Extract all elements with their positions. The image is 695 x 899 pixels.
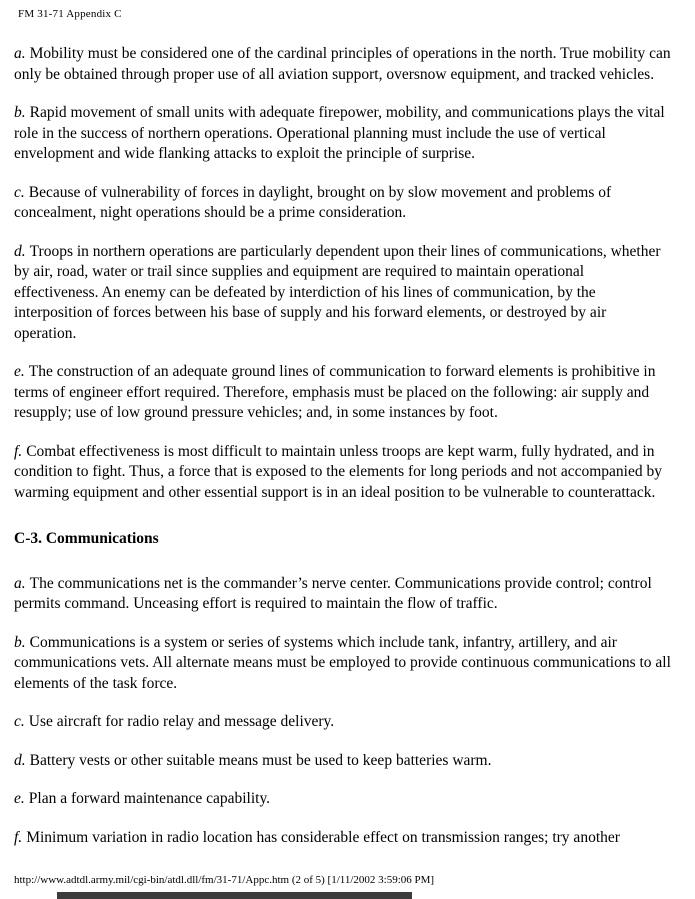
paragraph-text: Mobility must be considered one of the cardinal principles of operations in the north. True mobility can only be obtained through proper use of all aviation support, oversnow equipment, and tracked vehicles.	[14, 45, 671, 83]
paragraph-text: Because of vulnerability of forces in daylight, brought on by slow movement and problems of concealment, night operations should be a prime consideration.	[14, 183, 612, 221]
paragraph	[14, 789, 672, 810]
document-body	[14, 44, 672, 866]
paragraph-text: Minimum variation in radio location has considerable effect on transmission ranges; try another	[26, 828, 620, 846]
paragraph-text: Use aircraft for radio relay and message delivery.	[28, 713, 335, 730]
paragraph-text: The construction of an adequate ground lines of communication to forward elements is prohibitive in terms of engineer effort required. Therefore, emphasis must be placed on the following: air supply and resupply; use of low ground pressure vehicles; and, in some instances by foot.	[14, 363, 656, 421]
paragraph-text: Combat effectiveness is most difficult to maintain unless troops are kept warm, fully hydrated, and in condition to fight. Thus, a force that is exposed to the elements for long periods and not accompanied by warming equipment and other essential support is in an ideal position to be vulnerable to counterattack.	[14, 442, 662, 501]
paragraph-label: f.	[14, 442, 23, 460]
paragraph-label: a.	[14, 574, 26, 592]
paragraph-label: b.	[14, 104, 26, 121]
window-edge-strip	[57, 892, 412, 899]
paragraph	[14, 828, 672, 849]
paragraph	[14, 442, 672, 504]
paragraph	[14, 183, 672, 224]
paragraph-label: d.	[14, 242, 26, 260]
paragraph-label: f.	[14, 828, 23, 846]
paragraph-label: a.	[14, 45, 26, 62]
paragraph	[14, 362, 672, 424]
paragraph	[14, 633, 672, 695]
paragraph-label: e.	[14, 363, 25, 380]
paragraph-label: e.	[14, 790, 25, 807]
paragraph-label: d.	[14, 751, 26, 769]
paragraph-label: c.	[14, 183, 25, 201]
document-header-label: FM 31-71 Appendix C	[18, 8, 122, 20]
paragraph-text: Plan a forward maintenance capability.	[28, 790, 271, 807]
footer-url-status: http://www.adtdl.army.mil/cgi-bin/atdl.dll/fm/31-71/Appc.htm (2 of 5) [1/11/2002 3:59:06 PM]	[14, 874, 435, 886]
section-heading-c3: C-3. Communications	[14, 530, 159, 547]
paragraph-text: Battery vests or other suitable means must be used to keep batteries warm.	[29, 751, 492, 769]
paragraph-label: b.	[14, 633, 26, 651]
paragraph-label: c.	[14, 713, 25, 730]
paragraph-text: Communications is a system or series of systems which include tank, infantry, artillery, and air communications vets. All alternate means must be employed to provide continuous communications to all elements of the task force.	[14, 633, 671, 692]
paragraph	[14, 242, 672, 345]
paragraph	[14, 103, 672, 165]
paragraph	[14, 44, 672, 85]
paragraph	[14, 712, 672, 733]
paragraph	[14, 574, 672, 615]
paragraph-text: The communications net is the commander’s nerve center. Communications provide control; control permits command. Unceasing effort is required to maintain the flow of traffic.	[14, 574, 652, 612]
paragraph	[14, 751, 672, 772]
paragraph-text: Troops in northern operations are particularly dependent upon their lines of communications, whether by air, road, water or trail since supplies and equipment are required to maintain operational effectiveness. An enemy can be defeated by interdiction of his lines of communication, by the interposition of forces between his base of supply and his forward elements, or destroyed by air operation.	[14, 242, 661, 342]
paragraph-text: Rapid movement of small units with adequate firepower, mobility, and communications plays the vital role in the success of northern operations. Operational planning must include the use of vertical envelopment and wide flanking attacks to exploit the principle of surprise.	[14, 104, 665, 162]
